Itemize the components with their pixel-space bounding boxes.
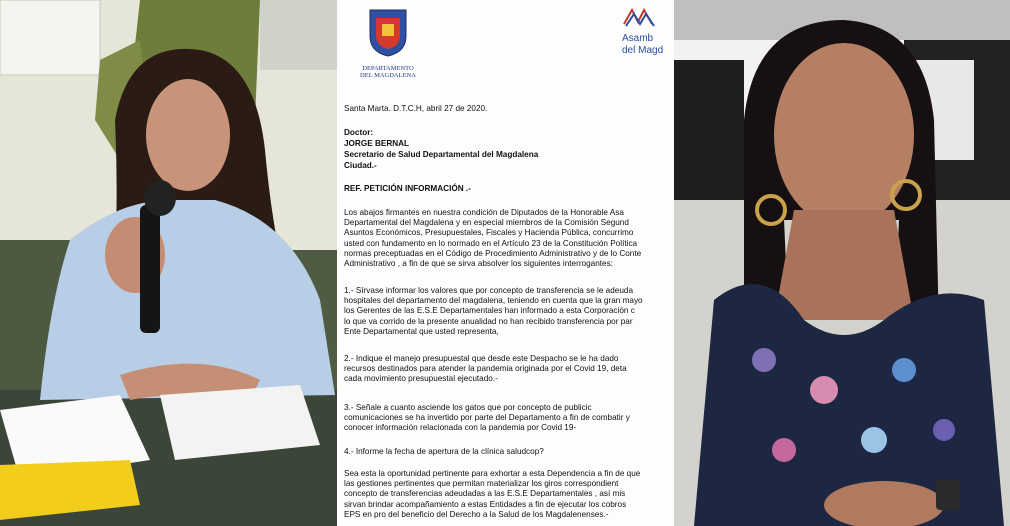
question-3: 3.- Señale a cuanto asciende los gatos que por concepto de publicic comunicaciones se ha invertido por parte del Departamento a fin de combatir y conocer información relacionada con la pandemia por Covid 19- xyxy=(344,403,630,433)
right-photo-illustration xyxy=(674,0,1010,526)
petition-letter-document xyxy=(337,0,674,526)
letter-date: Santa Marta. D.T.C.H, abril 27 de 2020. xyxy=(344,104,488,113)
letter-body xyxy=(344,0,674,526)
department-logo-caption: DEPARTAMENTO DEL MAGDALENA xyxy=(360,65,416,79)
recipient-name: JORGE BERNAL xyxy=(344,139,410,148)
left-photo-woman-speaking xyxy=(0,0,337,526)
recipient-city: Ciudad.- xyxy=(344,161,377,170)
question-4: 4.- Informe la fecha de apertura de la clínica saludcop? xyxy=(344,447,544,456)
letter-closing-paragraph: Sea esta la oportunidad pertinente para exhortar a esta Dependencia a fin de que las gestiones pertinentes que permitan materializar los giros correspondient concepto de transferencias adeudadas a las E.S.E Departamentales , así mis sirvan brindar acompañamiento a estas Entidades a fin de ejecutar los cobros EPS en pro del beneficio del Derecho a la Salud de los Magdalenenses.- xyxy=(344,469,641,519)
recipient-role: Secretario de Salud Departamental del Magdalena xyxy=(344,150,539,159)
left-photo-illustration xyxy=(0,0,337,526)
salutation-title: Doctor: xyxy=(344,128,374,137)
letter-subject: REF. PETICIÓN INFORMACIÓN .- xyxy=(344,184,471,193)
right-photo-woman-portrait xyxy=(674,0,1010,526)
letter-intro-paragraph: Los abajos firmantes en nuestra condición de Diputados de la Honorable Asa Departamental del Magdalena y en especial miembros de la Comisión Segund Asuntos Económicos, Presupuestales, Fiscales y Hacienda Pública, concurrimo usted con fundamento en lo normado en el Artículo 23 de la Constitución Política normas preceptuadas en el Código de Procedimiento Administrativo y de lo Conte Administrativo , a fin de que se sirva absolver los siguientes interrogantes: xyxy=(344,208,642,269)
question-1: 1.- Sírvase informar los valores que por concepto de transferencia se le adeuda hospitales del departamento del magdalena, teniendo en cuenta que la gran mayo los Gerentes de las E.S.E Departamentales han informado a esta Corporación c lo que va corrido de la presente anualidad no han recibido transferencia por par Ente Departamental que usted representa, xyxy=(344,286,643,336)
asamblea-logo-text: Asamb del Magd xyxy=(622,33,664,56)
question-2: 2.- Indique el manejo presupuestal que desde este Despacho se le ha dado recursos destinados para atender la pandemia originada por el Covid 19, deta cada movimiento presupuestal ejecutado.- xyxy=(344,354,627,384)
